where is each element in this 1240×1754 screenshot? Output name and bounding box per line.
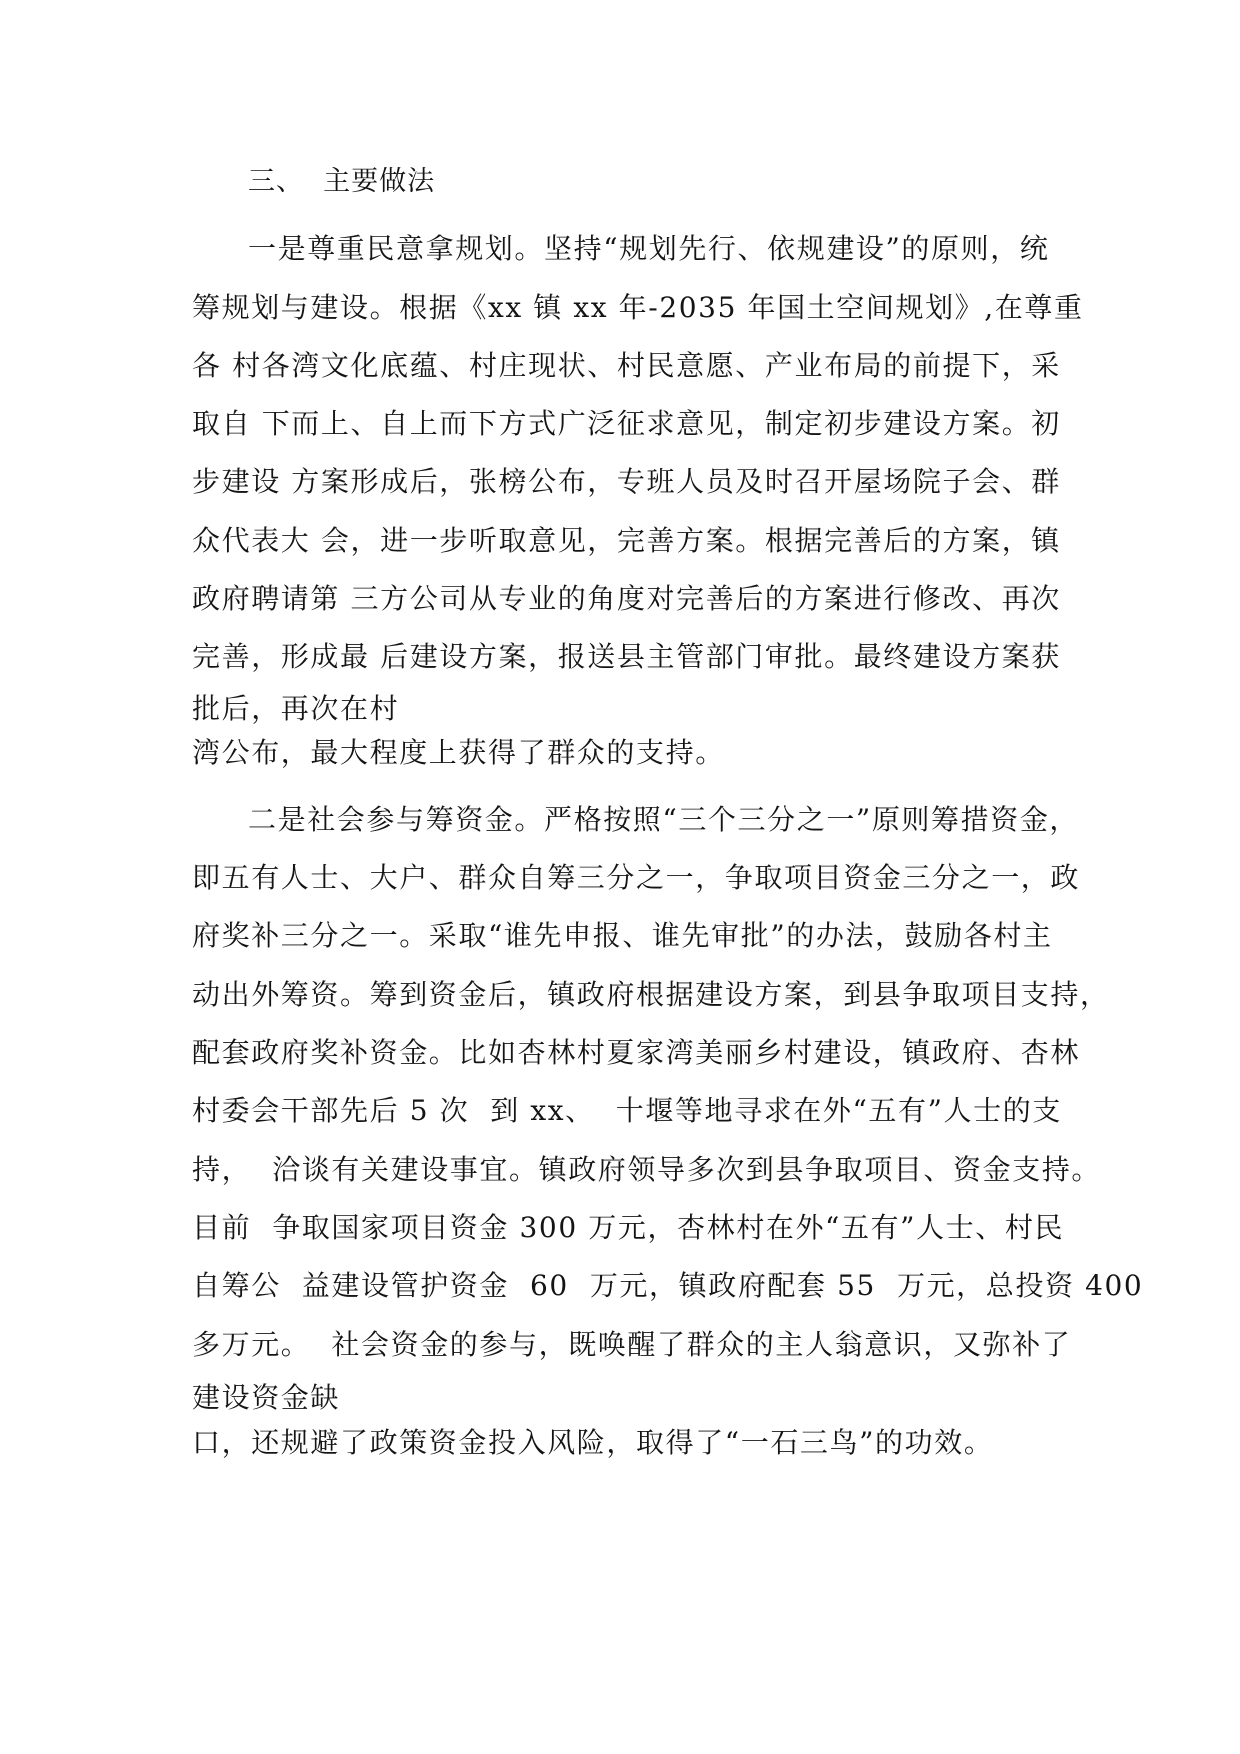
paragraph-line: 口，还规避了政策资金投入风险，取得了“一石三鸟”的功效。 xyxy=(192,1426,994,1459)
paragraph-line: 多万元。 社会资金的参与，既唤醒了群众的主人翁意识，又弥补了 xyxy=(192,1328,1072,1361)
paragraph-line: 步建设 方案形成后，张榜公布，专班人员及时召开屋场院子会、群 xyxy=(192,465,1061,498)
paragraph-line: 即五有人士、大户、群众自筹三分之一，争取项目资金三分之一，政 xyxy=(192,861,1081,894)
paragraph-line: 配套政府奖补资金。比如杏林村夏家湾美丽乡村建设，镇政府、杏林 xyxy=(192,1036,1081,1069)
paragraph-line: 二是社会参与筹资金。严格按照“三个三分之一”原则筹措资金， xyxy=(248,803,1080,836)
paragraph-line: 一是尊重民意拿规划。坚持“规划先行、依规建设”的原则，统 xyxy=(248,232,1050,265)
paragraph-line: 湾公布，最大程度上获得了群众的支持。 xyxy=(192,736,725,769)
section-heading: 三、 主要做法 xyxy=(248,166,436,197)
paragraph-line: 批后，再次在村 xyxy=(192,692,400,725)
paragraph-line: 持， 洽谈有关建设事宜。镇政府领导多次到县争取项目、资金支持。 xyxy=(192,1153,1102,1186)
paragraph-line: 完善，形成最 后建设方案，报送县主管部门审批。最终建设方案获 xyxy=(192,640,1061,673)
paragraph-line: 筹规划与建设。根据《xx 镇 xx 年-2035 年国土空间规划》,在尊重 xyxy=(192,291,1084,324)
paragraph-line: 众代表大 会，进一步听取意见，完善方案。根据完善后的方案，镇 xyxy=(192,524,1061,557)
paragraph-line: 村委会干部先后 5 次 到 xx、 十堰等地寻求在外“五有”人士的支 xyxy=(192,1094,1062,1127)
paragraph-line: 建设资金缺 xyxy=(192,1381,341,1414)
paragraph-line: 政府聘请第 三方公司从专业的角度对完善后的方案进行修改、再次 xyxy=(192,582,1061,615)
paragraph-line: 动出外筹资。筹到资金后，镇政府根据建设方案，到县争取项目支持， xyxy=(192,978,1110,1011)
paragraph-line: 目前 争取国家项目资金 300 万元，杏林村在外“五有”人士、村民 xyxy=(192,1211,1065,1244)
paragraph-line: 取自 下而上、自上而下方式广泛征求意见，制定初步建设方案。初 xyxy=(192,407,1061,440)
paragraph-line: 府奖补三分之一。采取“谁先申报、谁先审批”的办法，鼓励各村主 xyxy=(192,919,1053,952)
paragraph-line: 各 村各湾文化底蕴、村庄现状、村民意愿、产业布局的前提下，采 xyxy=(192,349,1061,382)
paragraph-line: 自筹公 益建设管护资金 60 万元，镇政府配套 55 万元，总投资 400 xyxy=(192,1269,1144,1302)
